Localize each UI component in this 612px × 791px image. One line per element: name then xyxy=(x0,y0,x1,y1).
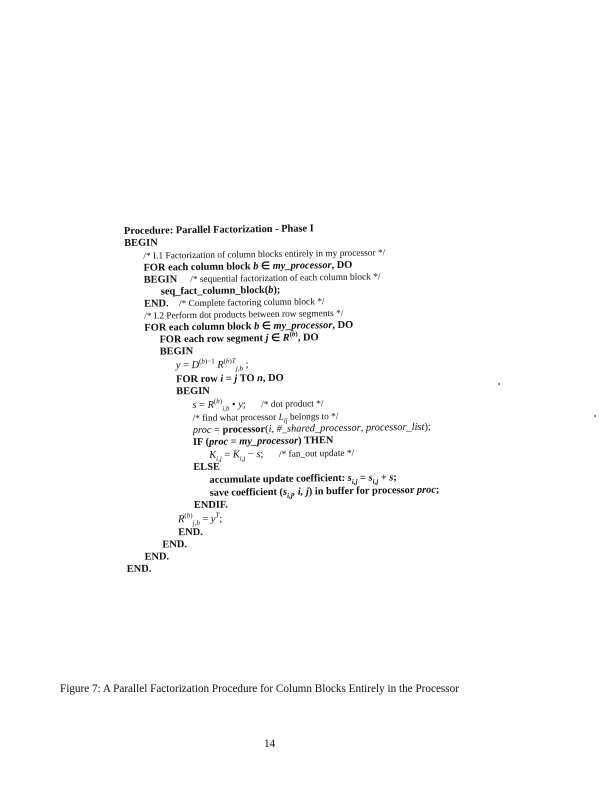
algorithm-line: END. /* Complete factoring column block */ xyxy=(143,297,325,310)
algorithm-line: ELSE xyxy=(193,461,220,474)
algorithm-line: BEGIN xyxy=(124,237,158,249)
procedure-title: Procedure: Parallel Factorization - Phase I xyxy=(123,223,314,237)
algorithm-line: $K_{i,j} = K_{i,j} - s$; /* fan_out update */ xyxy=(209,448,355,463)
algorithm-line: END. xyxy=(144,551,170,563)
algorithm-line: END. xyxy=(162,539,188,551)
algorithm-line: END. xyxy=(126,563,152,575)
algorithm-line: ENDIF. xyxy=(193,499,228,512)
algorithm-comment: /* I.1 Factorization of column blocks entirely in my processor */ xyxy=(143,248,386,262)
algorithm-line: FOR each column block b ∈ my_processor, DO xyxy=(143,259,353,274)
algorithm-comment: /* find what processor $L_{ij}$ belongs to */ xyxy=(192,412,339,425)
algorithm-line: FOR row i = j TO n, DO xyxy=(176,372,284,386)
algorithm-line: FOR each column block b ∈ my_processor, DO xyxy=(144,319,354,334)
algorithm-line: $y = D^{(b)-1}$ $R^{(b)T}_{j,b}$ ; xyxy=(175,356,249,373)
algorithm-line: $s = R^{(b)}_{i,b}$ • y; /* dot product */ xyxy=(192,397,324,413)
algorithm-line: proc = processor(i, #_shared_processor, processor_list); xyxy=(192,421,431,437)
scan-speck xyxy=(498,383,500,385)
algorithm-comment: /* I.2 Perform dot products between row segments */ xyxy=(144,308,344,322)
figure-caption: Figure 7: A Parallel Factorization Procedure for Column Blocks Entirely in the Processor xyxy=(60,683,459,695)
algorithm-line: BEGIN xyxy=(159,346,194,358)
page-number: 14 xyxy=(264,738,276,750)
algorithm-line: accumulate update coefficient: $s_{i,j} = s_{i,j} + s$; xyxy=(209,472,397,486)
algorithm-line: FOR each row segment j ∈ $R^{(b)}$, DO xyxy=(159,330,319,346)
algorithm-line: END. xyxy=(178,526,203,539)
scan-speck xyxy=(594,415,596,417)
algorithm-line: IF (proc = my_processor) THEN xyxy=(192,435,334,449)
algorithm-line: $R^{(b)}_{j,b} = y^T$; xyxy=(177,511,223,528)
algorithm-line: save coefficient ($s_{i,j}$, i, j) in buffer for processor proc; xyxy=(209,484,440,500)
algorithm-line: seq_fact_column_block(b); xyxy=(160,284,281,298)
algorithm-line: BEGIN /* sequential factorization of each column block */ xyxy=(143,272,381,286)
algorithm-line: BEGIN xyxy=(176,385,210,398)
